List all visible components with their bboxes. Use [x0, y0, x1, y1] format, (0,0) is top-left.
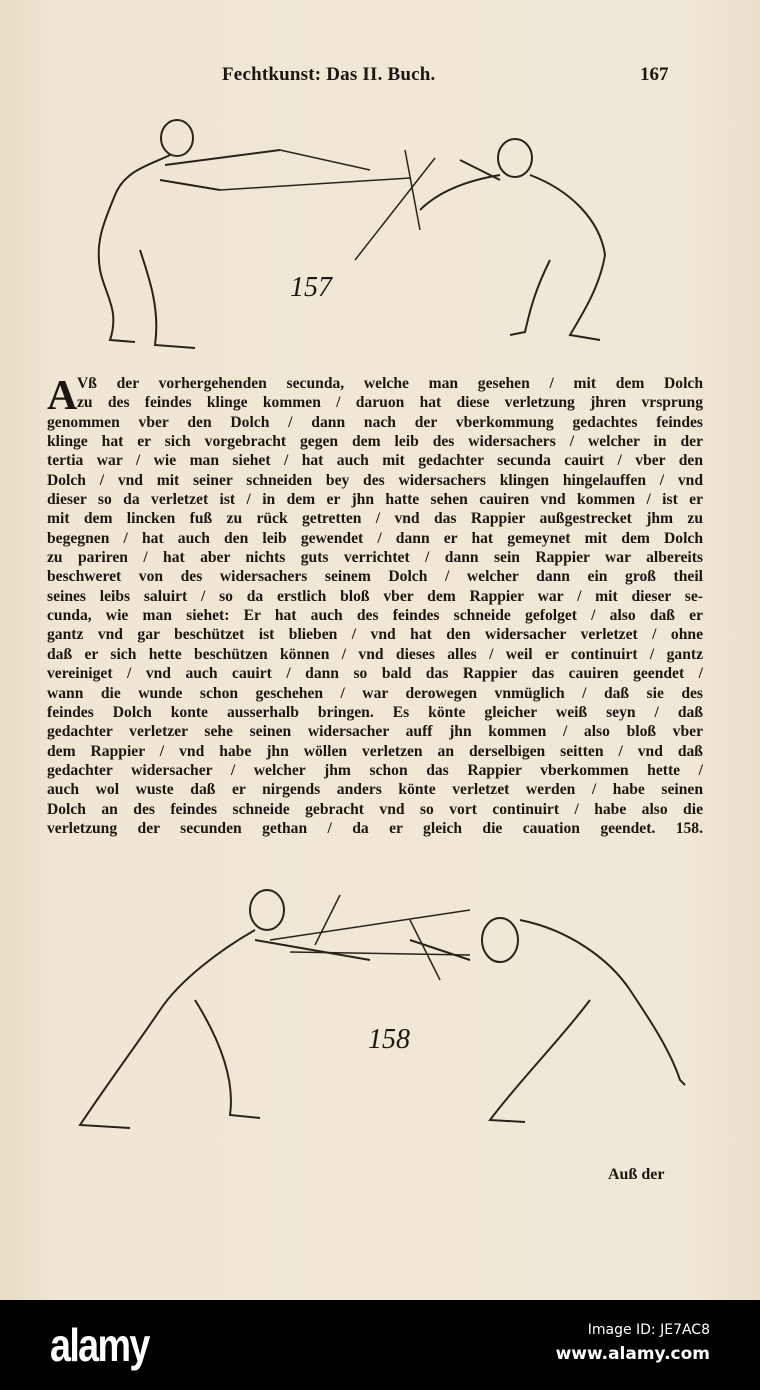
watermark-url: www.alamy.com	[555, 1344, 710, 1364]
figure-label-157: 157	[290, 272, 332, 303]
fencer-left	[80, 890, 370, 1128]
crossed-blades	[220, 150, 435, 260]
text-line: Dolch an des feindes schneide gebracht vnd so vort continuirt / habe also die	[47, 800, 703, 818]
text-line: gedachter verletzer sehe seinen widersacher auff jhn kommen / also bloß vber	[47, 723, 703, 741]
text-line: wann die wunde schon geschehen / war derowegen vnmüglich / daß sie des	[47, 684, 703, 702]
text-line: mit dem lincken fuß zu rück getretten / vnd das Rappier außgestrecket jhm zu	[47, 510, 703, 528]
text-line: dieser so da verletzet ist / in dem er jhn hatte sehen cauiren vnd kommen / ist er	[47, 491, 703, 509]
fencer-left	[99, 120, 280, 348]
text-line: auch wol wuste daß er nirgends anders könte verletzet werden / habe seinen	[47, 781, 703, 799]
text-line: gantz vnd gar beschützet ist blieben / vnd hat den widersacher verletzet / ohne	[47, 626, 703, 644]
text-line: cunda, wie man siehet: Er hat auch des feindes schneide gefolget / also daß er	[47, 607, 703, 625]
woodcut-figure-158	[70, 880, 690, 1140]
alamy-logo: alamy	[50, 1319, 149, 1371]
text-line: daß er sich hette beschützen können / vnd dieses alles / weil er continuirt / gantz	[47, 645, 703, 663]
text-line: dem Rappier / vnd habe jhn wöllen verletzen an derselbigen seitten / vnd daß	[47, 742, 703, 760]
crossed-blades	[270, 895, 470, 980]
running-title: Fechtkunst: Das II. Buch.	[222, 64, 436, 85]
text-line: verletzung der secunden gethan / da er gleich die cauation geendet. 158.	[47, 819, 703, 837]
text-line: Vß der vorhergehenden secunda, welche man gesehen / mit dem Dolch	[77, 375, 703, 392]
text-line: feindes Dolch konte ausserhalb bringen. Es könte gleicher weiß seyn / daß	[47, 703, 703, 721]
page-number: 167	[640, 64, 669, 85]
watermark-banner	[0, 1300, 760, 1390]
figure-label-158: 158	[368, 1024, 410, 1055]
text-line: beschweret von des widersachers seinem Dolch / welcher dann ein groß theil	[47, 568, 703, 586]
text-line: tertia war / wie man siehet / hat auch mit gedachter secunda cauirt / vber den	[47, 452, 703, 470]
fencer-right	[410, 918, 685, 1122]
woodcut-figure-157	[80, 110, 620, 360]
text-line: genommen vber den Dolch / dann nach der vberkommung gedachtes feindes	[47, 413, 703, 431]
text-line: gedachter widersacher / welcher jhm schon das Rappier vberkommen hette /	[47, 761, 703, 779]
catchword: Auß der	[608, 1166, 665, 1183]
body-text	[47, 374, 703, 838]
text-line: klinge hat er sich vorgebracht gegen dem leib des widersachers / welcher in der	[47, 433, 703, 451]
text-line: vereiniget / vnd auch cauirt / dann so bald das Rappier das cauiren geendet /	[47, 665, 703, 683]
image-id: Image ID: JE7AC8	[587, 1322, 710, 1338]
text-line: zu des feindes klinge kommen / daruon hat diese verletzung jhren vrsprung	[77, 394, 703, 412]
text-line: seines leibs saluirt / so da erstlich bloß vber dem Rappier war / mit dieser se-	[47, 587, 703, 605]
fencer-right	[420, 139, 605, 340]
text-line: Dolch / vnd mit seiner schneiden bey des widersachers klingen hingelauffen / vnd	[47, 471, 703, 489]
drop-cap: A	[47, 373, 78, 419]
text-line: zu pariren / hat aber nichts guts verrichtet / dann sein Rappier war albereits	[47, 549, 703, 567]
text-line: begegnen / hat auch den leib gewendet / dann er hat gemeynet mit dem Dolch	[47, 529, 703, 547]
